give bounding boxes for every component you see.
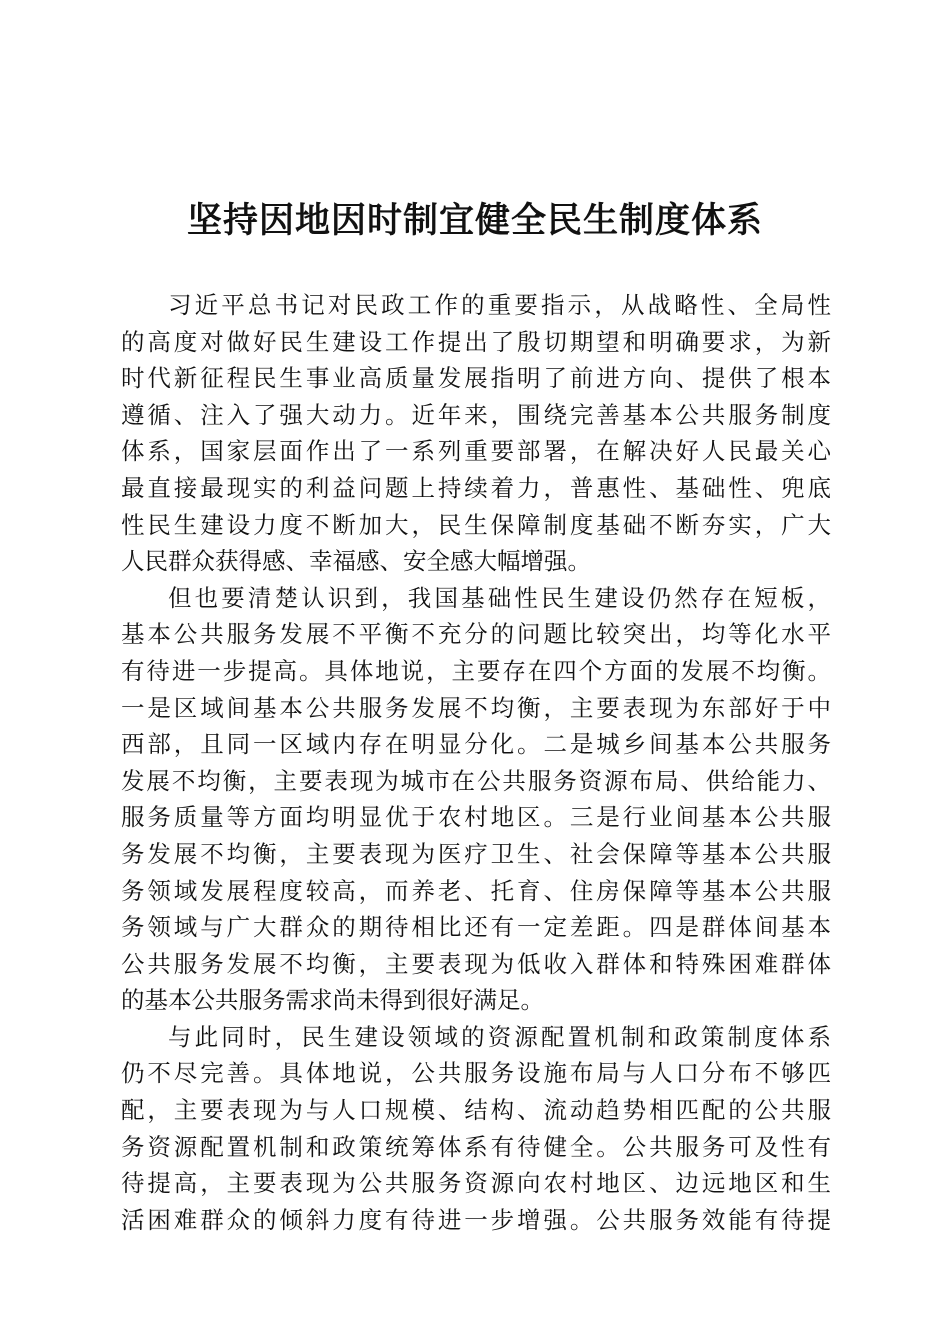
text-line: 西部，且同一区域内存在明显分化。二是城乡间基本公共服务 xyxy=(121,730,831,759)
text-line: 时代新征程民生事业高质量发展指明了前进方向、提供了根本 xyxy=(121,364,831,393)
text-line: 基本公共服务发展不平衡不充分的问题比较突出，均等化水平 xyxy=(121,620,831,649)
document-body xyxy=(121,287,831,1238)
text-line: 有待进一步提高。具体地说，主要存在四个方面的发展不均衡。 xyxy=(121,656,831,685)
text-line: 与此同时，民生建设领域的资源配置机制和政策制度体系 xyxy=(168,1022,831,1051)
text-line: 务资源配置机制和政策统筹体系有待健全。公共服务可及性有 xyxy=(121,1132,831,1161)
paragraph-2 xyxy=(121,580,831,1019)
text-line: 遵循、注入了强大动力。近年来，围绕完善基本公共服务制度 xyxy=(121,400,831,429)
text-line: 最直接最现实的利益问题上持续着力，普惠性、基础性、兜底 xyxy=(121,473,831,502)
text-line: 的高度对做好民生建设工作提出了殷切期望和明确要求，为新 xyxy=(121,327,831,356)
text-line: 待提高，主要表现为公共服务资源向农村地区、边远地区和生 xyxy=(121,1169,831,1198)
text-line: 配，主要表现为与人口规模、结构、流动趋势相匹配的公共服 xyxy=(121,1096,831,1125)
text-line: 习近平总书记对民政工作的重要指示，从战略性、全局性 xyxy=(168,291,831,319)
text-line: 但也要清楚认识到，我国基础性民生建设仍然存在短板， xyxy=(168,583,831,612)
text-line: 体系，国家层面作出了一系列重要部署，在解决好人民最关心 xyxy=(121,437,831,466)
text-line: 服务质量等方面均明显优于农村地区。三是行业间基本公共服 xyxy=(121,803,831,832)
text-line: 务领域与广大群众的期待相比还有一定差距。四是群体间基本 xyxy=(121,913,831,942)
text-line: 人民群众获得感、幸福感、安全感大幅增强。 xyxy=(121,547,591,576)
text-line: 公共服务发展不均衡，主要表现为低收入群体和特殊困难群体 xyxy=(121,949,831,978)
text-line: 一是区域间基本公共服务发展不均衡，主要表现为东部好于中 xyxy=(121,693,831,722)
text-line: 仍不尽完善。具体地说，公共服务设施布局与人口分布不够匹 xyxy=(121,1059,831,1088)
document-title: 坚持因地因时制宜健全民生制度体系 xyxy=(186,200,763,241)
paragraph-3 xyxy=(121,1019,831,1239)
text-line: 性民生建设力度不断加大，民生保障制度基础不断夯实，广大 xyxy=(121,510,831,539)
text-line: 的基本公共服务需求尚未得到很好满足。 xyxy=(121,986,544,1015)
text-line: 务领域发展程度较高，而养老、托育、住房保障等基本公共服 xyxy=(121,876,831,905)
paragraph-1 xyxy=(121,287,831,580)
text-line: 活困难群众的倾斜力度有待进一步增强。公共服务效能有待提 xyxy=(121,1205,831,1234)
text-line: 务发展不均衡，主要表现为医疗卫生、社会保障等基本公共服 xyxy=(121,839,831,868)
text-line: 发展不均衡，主要表现为城市在公共服务资源布局、供给能力、 xyxy=(121,766,831,795)
